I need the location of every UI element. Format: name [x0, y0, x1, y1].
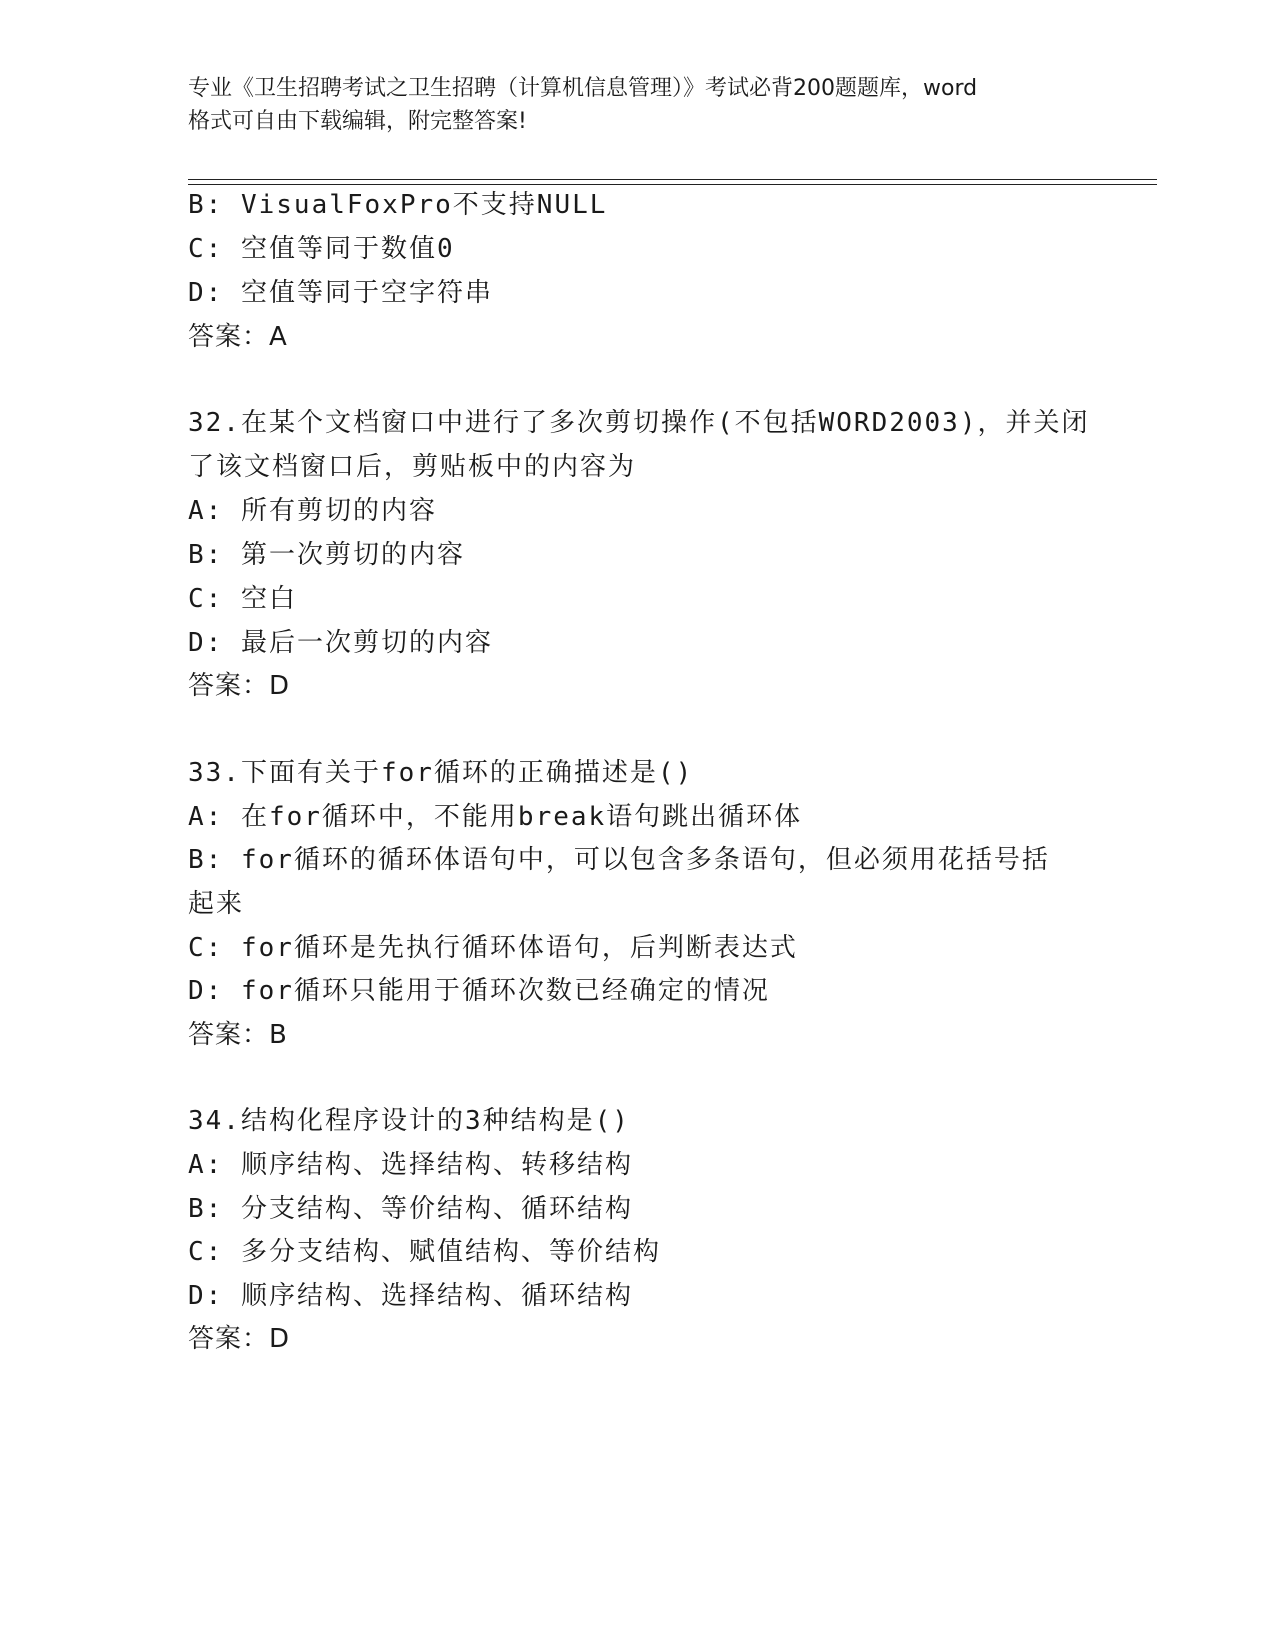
option-c: C: 多分支结构、赋值结构、等价结构: [188, 1237, 661, 1267]
option-d: D: 空值等同于空字符串: [188, 278, 493, 308]
question-stem-line-1: 32.在某个文档窗口中进行了多次剪切操作(不包括WORD2003)，并关闭: [188, 408, 1090, 438]
question-stem: 33.下面有关于for循环的正确描述是(): [188, 758, 694, 788]
answer: 答案：D: [188, 1324, 291, 1354]
option-a: A: 所有剪切的内容: [188, 496, 437, 526]
question-stem: 34.结构化程序设计的3种结构是(): [188, 1106, 630, 1136]
option-b-line-1: B: for循环的循环体语句中，可以包含多条语句，但必须用花括号括: [188, 845, 1050, 875]
option-b: B: 第一次剪切的内容: [188, 540, 465, 570]
option-d: D: 顺序结构、选择结构、循环结构: [188, 1281, 633, 1311]
answer: 答案：A: [188, 322, 288, 352]
answer: 答案：B: [188, 1020, 288, 1050]
option-b: B: VisualFoxPro不支持NULL: [188, 190, 608, 220]
header-divider-top: [188, 179, 1157, 180]
option-d: D: 最后一次剪切的内容: [188, 628, 493, 658]
document-header: [188, 72, 1088, 138]
header-divider-bottom: [188, 184, 1157, 185]
option-b-line-2: 起来: [188, 889, 245, 919]
option-d: D: for循环只能用于循环次数已经确定的情况: [188, 976, 770, 1006]
question-stem-line-2: 了该文档窗口后，剪贴板中的内容为: [188, 452, 637, 482]
option-a: A: 在for循环中，不能用break语句跳出循环体: [188, 802, 803, 832]
option-c: C: 空白: [188, 584, 297, 614]
header-line-2: 格式可自由下载编辑，附完整答案!: [188, 109, 527, 134]
answer: 答案：D: [188, 671, 291, 701]
option-a: A: 顺序结构、选择结构、转移结构: [188, 1150, 633, 1180]
option-c: C: 空值等同于数值0: [188, 234, 455, 264]
option-b: B: 分支结构、等价结构、循环结构: [188, 1194, 633, 1224]
header-line-1: 专业《卫生招聘考试之卫生招聘（计算机信息管理）》考试必背200题题库，word: [188, 76, 978, 101]
option-c: C: for循环是先执行循环体语句，后判断表达式: [188, 933, 798, 963]
